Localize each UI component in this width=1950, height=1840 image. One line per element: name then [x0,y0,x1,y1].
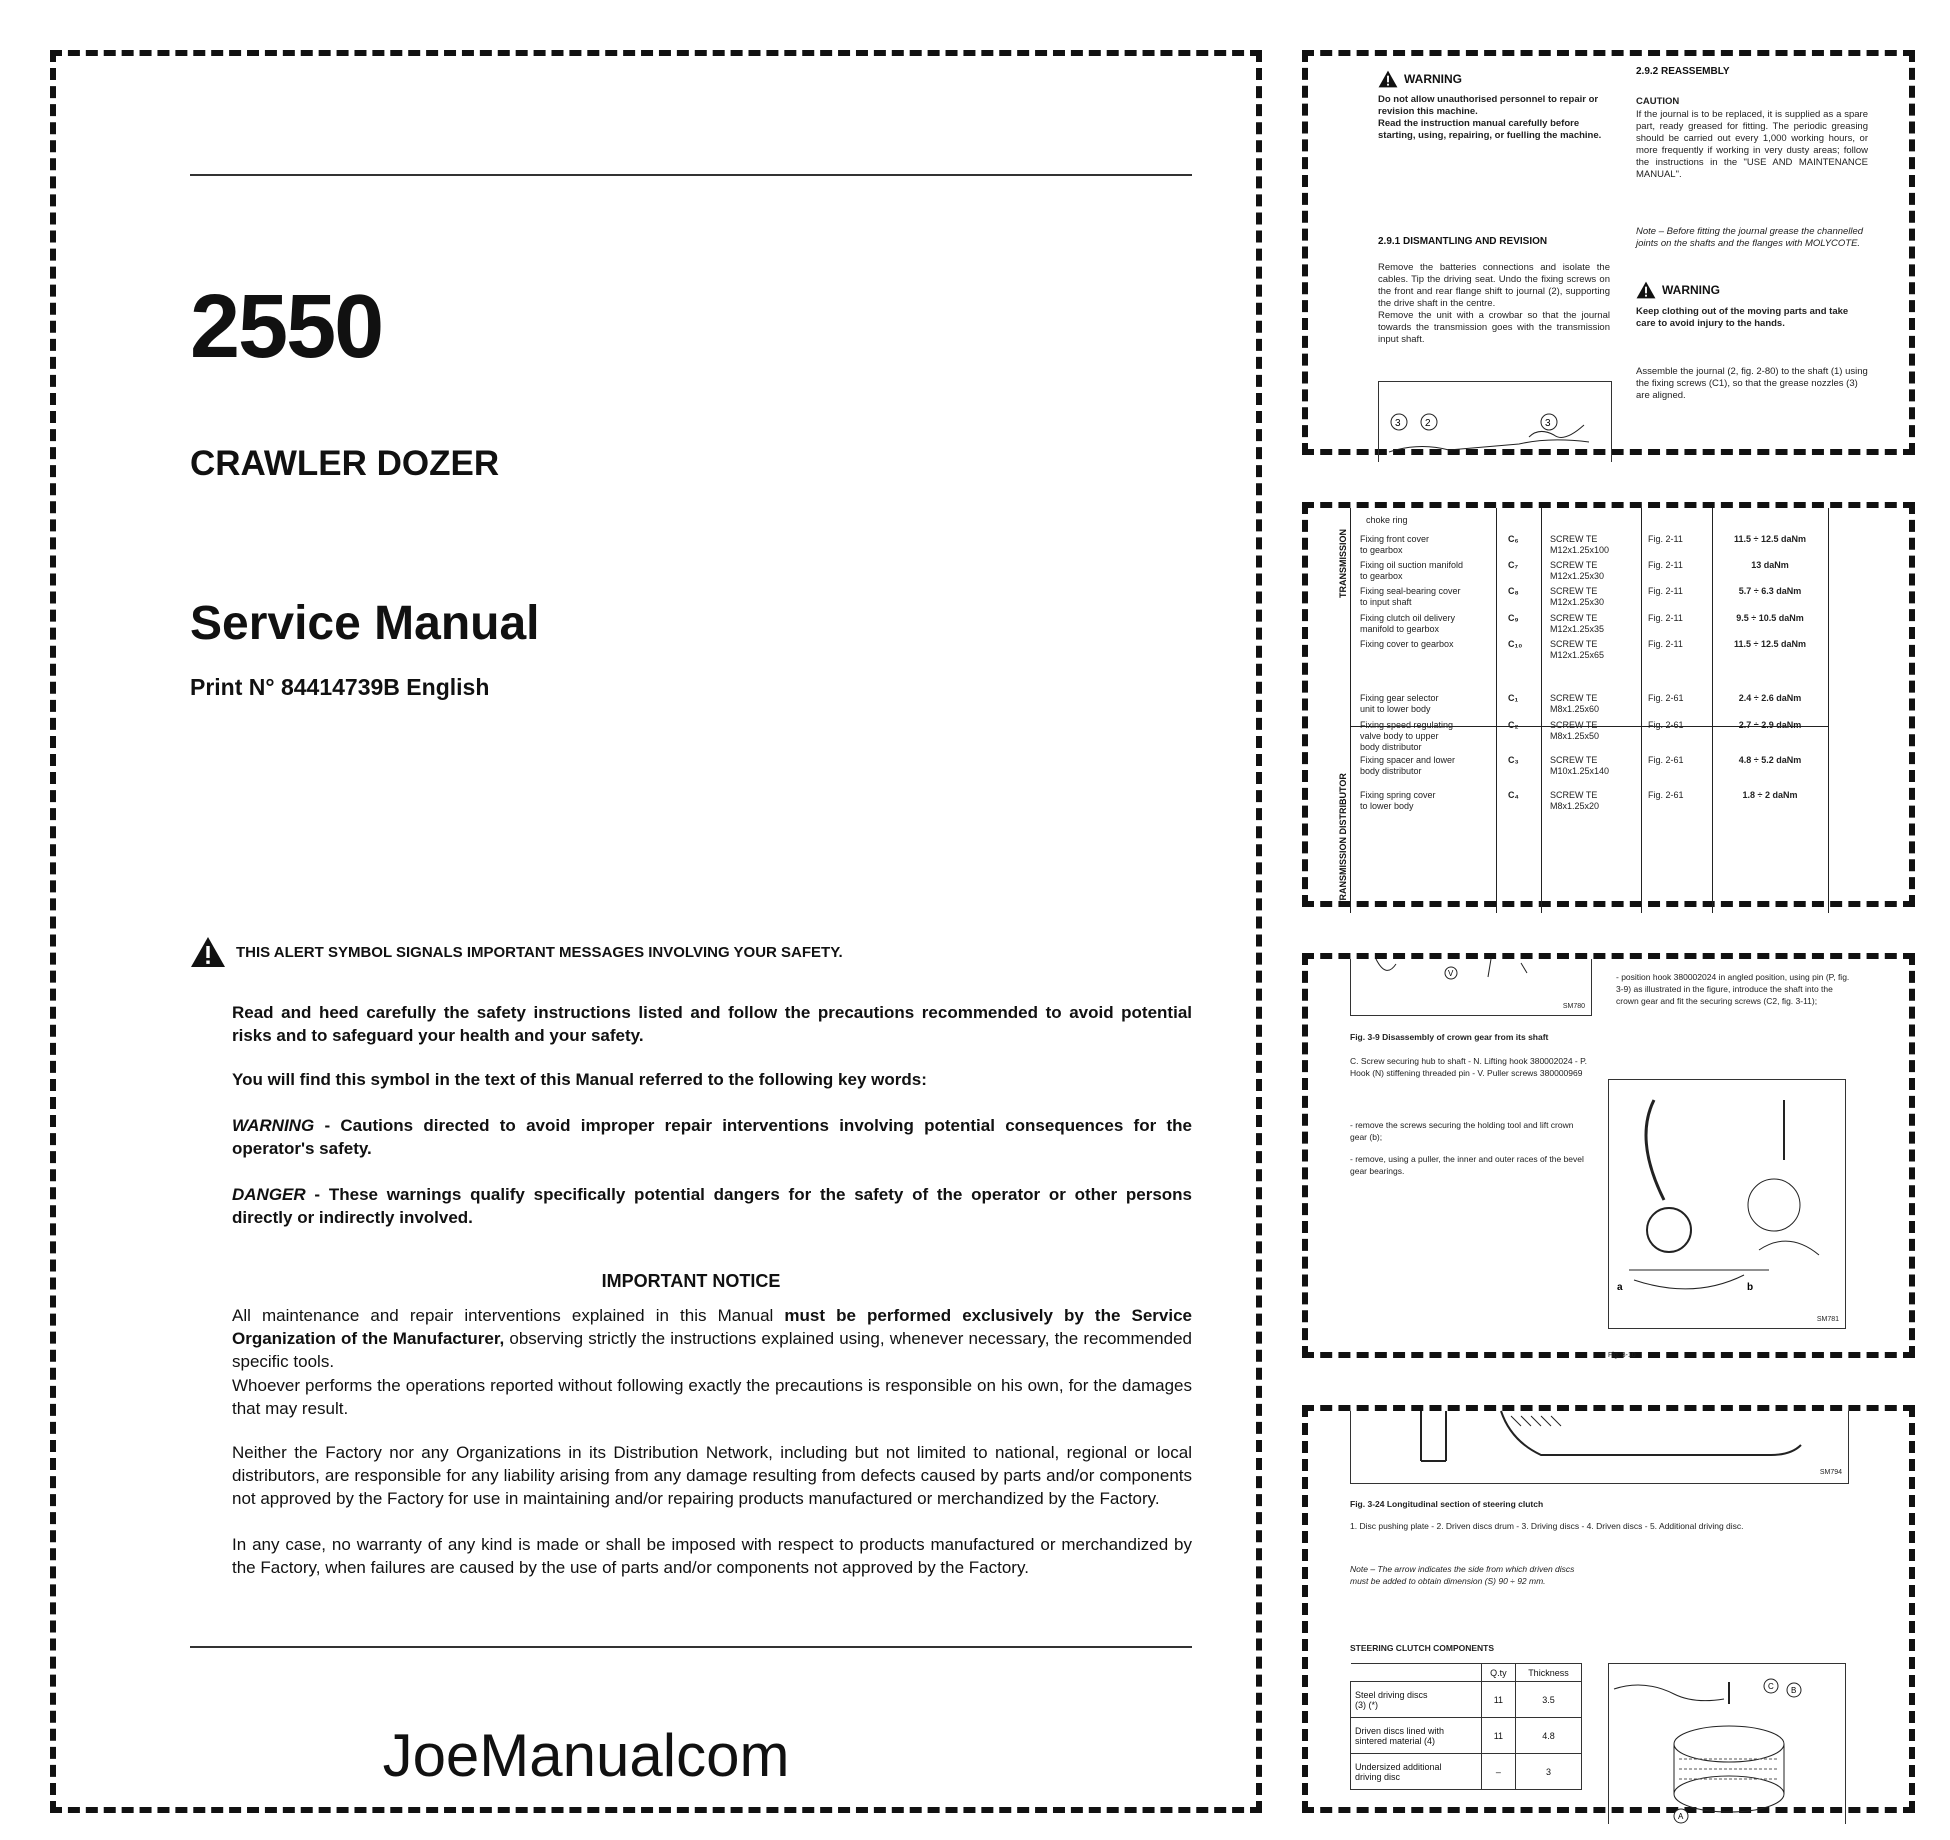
safety-paragraph: Read and heed carefully the safety instructions listed and follow the precautions recommended to avoid potential risks and to safeguard your health and your safety. [232,1003,1192,1045]
step-remove-screws: - remove the screws securing the holding tool and lift crown gear (b); [1350,1120,1574,1142]
assemble-text: Assemble the journal (2, fig. 2-80) to the shaft (1) using the fixing screws (C1), so that the grease nozzles (3) are aligned. [1636,366,1868,401]
caution-label: CAUTION [1636,96,1680,107]
row-description: Fixing spring cover to lower body [1360,790,1436,811]
row-code: C₂ [1508,720,1519,730]
table-row: Steel driving discs (3) (*) 11 3.5 [1351,1682,1582,1718]
warning-triangle-icon [1636,281,1656,299]
warning-triangle-icon [190,936,226,968]
row-torque: 5.7 ÷ 6.3 daNm [1738,586,1802,596]
row-torque: 2.4 ÷ 2.6 daNm [1738,693,1802,703]
row-description: Fixing speed regulating valve body to upper body distributor [1360,720,1454,752]
thumbnail-page-steering-clutch [1302,1405,1915,1821]
caution-text: If the journal is to be replaced, it is supplied as a spare part, ready greased for fitting. The periodic greasing should be carried out every 1,000 working hours, or more frequently if working in very dusty areas; follow the instructions in the "USE AND MAINTENANCE MANUAL". [1636,109,1868,180]
row-screw: SCREW TE M8x1.25x50 [1550,720,1600,741]
row-figure-ref: Fig. 2-11 [1648,534,1683,544]
section-2-9-1-heading: 2.9.1 DISMANTLING AND REVISION [1378,236,1548,247]
driveshaft-figure [1378,381,1612,462]
group-label-distributor: TRANSMISSION DISTRIBUTOR [1338,773,1348,906]
warning-header: WARNING [1378,70,1462,88]
keywords-paragraph: You will find this symbol in the text of this Manual referred to the following key words: [232,1070,927,1089]
sm781-label: SM781 [1816,1316,1839,1323]
row-figure-ref: Fig. 2-11 [1648,560,1683,570]
notice-paragraph-2: Whoever performs the operations reported without following exactly the precautions is responsible on his own, for the damages that may result. [232,1376,1192,1418]
row-screw: SCREW TE M12x1.25x30 [1550,560,1605,581]
row-screw: SCREW TE M12x1.25x35 [1550,613,1605,634]
callout-b: B [1791,1686,1797,1695]
section-2-9-1-text: Remove the batteries connections and isolate the cables. Tip the driving seat. Undo the fixing screws on the front and rear flange shift to journal (2), supporting the drive shaft in the centre. Remove the unit with a crowbar so that the journal towards the transmission goes with the transmission input shaft. [1378,262,1610,345]
figure-sm780 [1350,959,1592,1016]
model-number: 2550 [190,277,383,377]
warning-2-header: WARNING [1636,281,1720,299]
components-table [1350,1663,1582,1790]
row-figure-ref: Fig. 2-11 [1648,639,1683,649]
callout-3b: 3 [1545,418,1551,429]
callout-v: V [1448,969,1454,978]
notice-paragraph-4: In any case, no warranty of any kind is made or shall be imposed with respect to products manufactured or merchandized by the Factory, when failures are caused by the use of parts and/or components not approved by the Factory. [232,1535,1192,1577]
group-label-transmission: TRANSMISSION [1338,528,1348,598]
label-b: b [1747,1282,1754,1293]
row-figure-ref: Fig. 2-11 [1648,586,1683,596]
row-description: Fixing clutch oil delivery manifold to gearbox [1360,613,1456,634]
step-remove-races: - remove, using a puller, the inner and outer races of the bevel gear bearings. [1350,1154,1584,1176]
row-code: C₈ [1508,586,1519,596]
row-code: C₉ [1508,613,1519,623]
machine-type: CRAWLER DOZER [190,444,500,483]
row-screw: SCREW TE M12x1.25x100 [1550,534,1610,555]
row-figure-ref: Fig. 2-61 [1648,693,1684,703]
position-hook-text: - position hook 380002024 in angled position, using pin (P, fig. 3-9) as illustrated in the figure, introduce the shaft into the crown gear and fit the securing screws (C2, fig. 3-11); [1616,972,1850,1006]
row-screw: SCREW TE M8x1.25x20 [1550,790,1600,811]
partial-row: choke ring [1366,515,1408,525]
fig-3-24-legend: 1. Disc pushing plate - 2. Driven discs drum - 3. Driving discs - 4. Driven discs - 5. Additional driving disc. [1350,1521,1744,1531]
row-screw: SCREW TE M10x1.25x140 [1550,755,1610,776]
section-2-9-2-heading: 2.9.2 REASSEMBLY [1636,66,1730,77]
notice-paragraph-3: Neither the Factory nor any Organizations in its Distribution Network, including but not limited to national, regional or local distributors, are responsible for any liability arising from any damage resulting from defects caused by parts and/or components not approved by the Factory for use in maintaining and/or repairing products manufactured or merchandized by the Factory. [232,1443,1192,1508]
row-description: Fixing oil suction manifold to gearbox [1360,560,1464,581]
danger-definition: DANGER - These warnings qualify specifically potential dangers for the safety of the operator or other persons directly or indirectly involved. [232,1185,1192,1227]
notice-paragraph-1: All maintenance and repair interventions explained in this Manual must be performed exclusively by the Service Organization of the Manufacturer, observing strictly the instructions explained using, whenever necessary, the recommended specific tools. [232,1306,1193,1371]
cover-page [50,50,1262,1813]
callout-3: 3 [1395,418,1401,429]
figure-sm794 [1350,1411,1849,1484]
notice-heading: IMPORTANT NOTICE [601,1271,781,1291]
table-row: Undersized additional driving disc – 3 [1351,1754,1582,1790]
thumbnail-page-crown-gear [1302,953,1915,1358]
safety-alert [190,936,843,968]
top-rule [190,174,1192,176]
row-description: Fixing front cover to gearbox [1360,534,1430,555]
print-number: Print N° 84414739B English [190,674,490,700]
row-figure-ref: Fig. 2-61 [1648,720,1684,730]
row-description: Fixing spacer and lower body distributor [1360,755,1456,776]
warning-2-text: Keep clothing out of the moving parts and take care to avoid injury to the hands. [1636,306,1849,329]
row-code: C₆ [1508,534,1519,544]
row-torque: 13 daNm [1751,560,1789,570]
row-torque: 11.5 ÷ 12.5 daNm [1734,534,1806,544]
row-torque: 2.7 ÷ 2.9 daNm [1738,720,1802,730]
alert-text: THIS ALERT SYMBOL SIGNALS IMPORTANT MESSAGES INVOLVING YOUR SAFETY. [236,943,843,961]
warning-definition: WARNING - Cautions directed to avoid improper repair interventions involving potential consequences for the operator's safety. [232,1116,1192,1158]
row-torque: 1.8 ÷ 2 daNm [1742,790,1798,800]
row-description: Fixing seal-bearing cover to input shaft [1360,586,1461,607]
arrow-note: Note – The arrow indicates the side from which driven discs must be added to obtain dimension (S) 90 ÷ 92 mm. [1350,1564,1575,1586]
fig-3-9-legend: C. Screw securing hub to shaft - N. Lifting hook 380002024 - P. Hook (N) stiffening threaded pin - V. Puller screws 380000969 [1350,1056,1588,1078]
row-description: Fixing gear selector unit to lower body [1360,693,1439,714]
row-screw: SCREW TE M12x1.25x65 [1550,639,1605,660]
callout-a: A [1678,1812,1684,1821]
col-thickness: Thickness [1515,1664,1581,1682]
thumbnail-page-torque-table [1302,502,1915,907]
row-torque: 9.5 ÷ 10.5 daNm [1736,613,1804,623]
note-text: Note – Before fitting the journal grease the channelled joints on the shafts and the flanges with MOLYCOTE. [1636,226,1864,249]
components-heading: STEERING CLUTCH COMPONENTS [1350,1643,1495,1653]
warning-body: Do not allow unauthorised personnel to repair or revision this machine. Read the instruction manual carefully before starting, using, repairing, or fuelling the machine. [1378,94,1602,141]
row-figure-ref: Fig. 2-61 [1648,790,1684,800]
label-a: a [1617,1282,1623,1293]
manual-title: Service Manual [190,597,540,650]
row-screw: SCREW TE M12x1.25x30 [1550,586,1605,607]
figure-sm781 [1608,1079,1846,1329]
callout-c: C [1768,1682,1774,1691]
row-code: C₇ [1508,560,1519,570]
row-code: C₁₀ [1508,639,1523,649]
row-code: C₁ [1508,693,1519,703]
callout-2: 2 [1425,418,1431,429]
row-description: Fixing cover to gearbox [1360,639,1454,649]
row-figure-ref: Fig. 2-11 [1648,613,1683,623]
warning-triangle-icon [1378,70,1398,88]
watermark: JoeManualcom [382,1722,790,1789]
fig-3-9-caption: Fig. 3-9 Disassembly of crown gear from its shaft [1350,1032,1549,1042]
row-torque: 4.8 ÷ 5.2 daNm [1738,755,1802,765]
fig-3-24-caption: Fig. 3-24 Longitudinal section of steering clutch [1350,1499,1544,1509]
row-code: C₄ [1508,790,1519,800]
table-row: Driven discs lined with sintered material (4) 11 4.8 [1351,1718,1582,1754]
row-figure-ref: Fig. 2-61 [1648,755,1684,765]
bottom-rule [190,1646,1192,1648]
fig-3-10-caption: Fig. 3-10 [1608,1352,1636,1359]
row-torque: 11.5 ÷ 12.5 daNm [1734,639,1806,649]
thumbnail-page-reassembly [1302,50,1915,455]
row-screw: SCREW TE M8x1.25x60 [1550,693,1600,714]
sm794-label: SM794 [1819,1469,1842,1476]
sm780-label: SM780 [1562,1003,1585,1010]
row-code: C₃ [1508,755,1519,765]
col-qty: Q.ty [1481,1664,1515,1682]
clutch-lifting-figure [1608,1663,1846,1824]
